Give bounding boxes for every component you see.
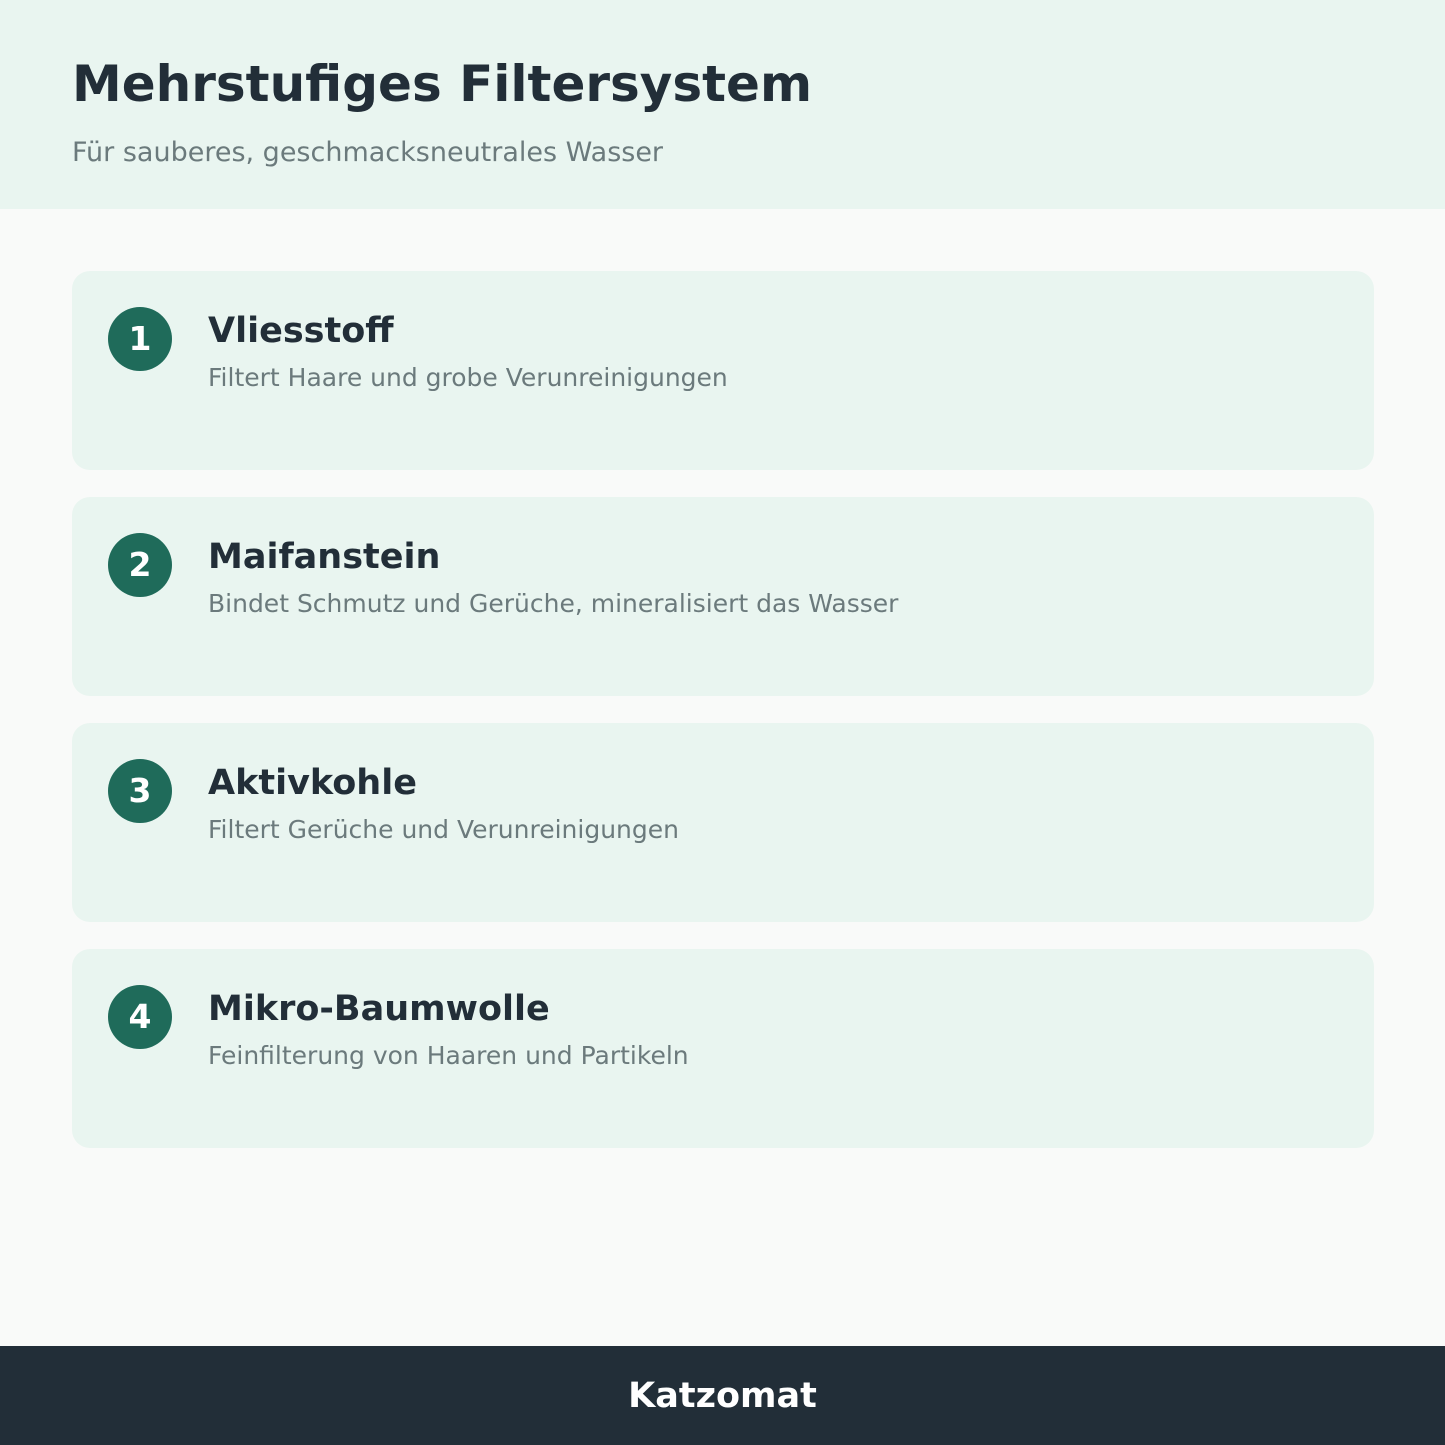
brand-name: Katzomat [628,1376,817,1416]
step-title: Vliesstoff [208,311,394,351]
filter-steps-list [72,271,1374,1175]
page-footer [0,1346,1445,1445]
step-title: Aktivkohle [208,763,417,803]
filter-step-card [72,271,1374,470]
step-number-badge: 3 [108,759,172,823]
step-number-badge: 1 [108,307,172,371]
step-description: Bindet Schmutz und Gerüche, mineralisiert das Wasser [208,589,899,618]
page-title: Mehrstufiges Filtersystem [72,55,813,113]
step-description: Feinfilterung von Haaren und Partikeln [208,1041,689,1070]
step-number-badge: 4 [108,985,172,1049]
filter-step-card [72,723,1374,922]
filter-step-card [72,949,1374,1148]
step-description: Filtert Haare und grobe Verunreinigungen [208,363,728,392]
step-title: Mikro-Baumwolle [208,989,550,1029]
page-header [0,0,1445,209]
step-number-badge: 2 [108,533,172,597]
step-title: Maifanstein [208,537,441,577]
page-subtitle: Für sauberes, geschmacksneutrales Wasser [72,137,664,168]
step-description: Filtert Gerüche und Verunreinigungen [208,815,679,844]
filter-step-card [72,497,1374,696]
